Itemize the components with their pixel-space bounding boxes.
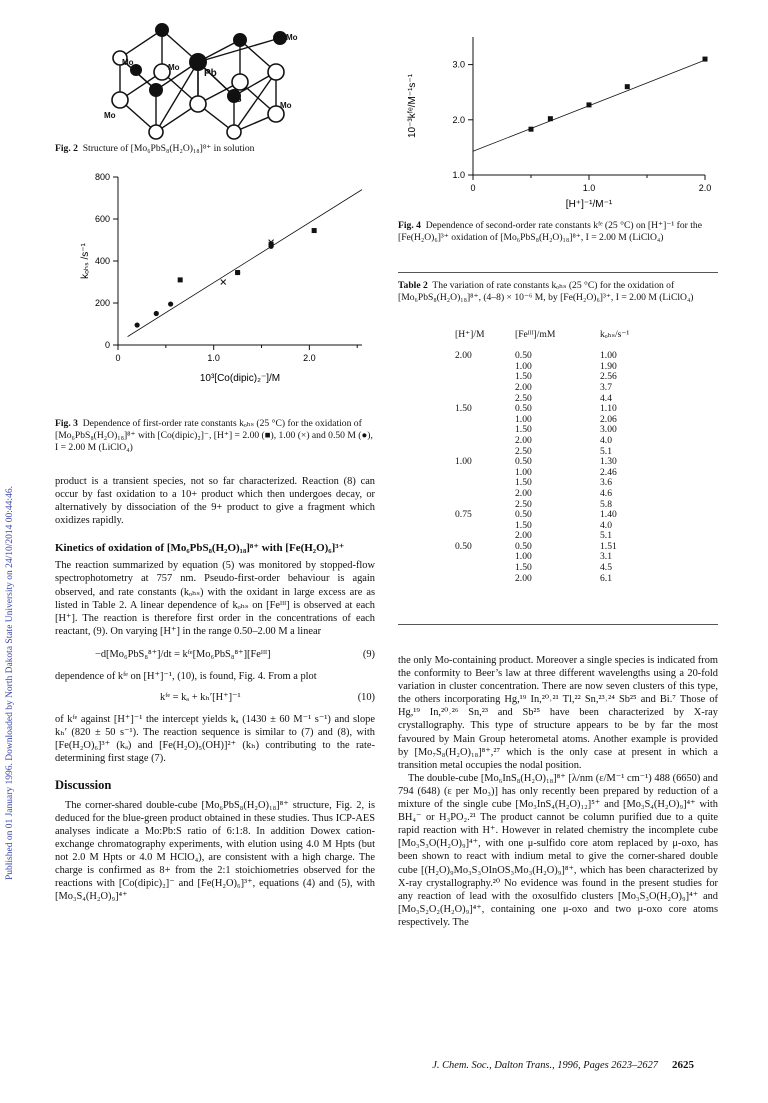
- fig2-mo-label-2: Mo: [168, 63, 180, 72]
- table-cell-kobs: 3.6: [600, 477, 612, 489]
- table-cell-kobs: 4.6: [600, 487, 612, 499]
- fig2-structure-diagram: [100, 20, 340, 140]
- equation-10-number: (10): [357, 692, 375, 704]
- table-cell-fe: 1.50: [515, 519, 532, 531]
- table-row: [455, 500, 650, 511]
- table-cell-kobs: 2.56: [600, 371, 617, 383]
- table-cell-h: [455, 563, 515, 574]
- data-point-circle: [135, 322, 140, 327]
- table-cell-kobs: 2.46: [600, 466, 617, 478]
- y-tick-label: 400: [94, 256, 110, 266]
- data-point-square: [703, 57, 708, 62]
- table-cell-kobs: 1.40: [600, 509, 617, 521]
- table-cell-fe: 2.50: [515, 498, 532, 510]
- fig2-mo-label-3: Mo: [286, 33, 298, 42]
- table-row: [455, 415, 650, 426]
- table-cell-kobs: 2.06: [600, 413, 617, 425]
- fig3-caption-label: Fig. 3: [55, 418, 78, 429]
- table-row: [455, 563, 650, 574]
- data-point-square: [529, 127, 534, 132]
- table-cell-kobs: 4.0: [600, 434, 612, 446]
- table-cell-h: 0.75: [455, 509, 472, 521]
- table-cell-h: [455, 415, 515, 426]
- rule-above-table: [398, 272, 718, 273]
- table-cell-kobs: 1.10: [600, 403, 617, 415]
- fig4-caption-text: Dependence of second-order rate constants kᶠᵉ (25 °C) on [H⁺]⁻¹ for the [Fe(H₂O)₆]³⁺ oxidation of [Mo₆PbS₈(H₂O)₁₈]⁸⁺, I = 2.00 M (LiClO₄): [398, 220, 702, 243]
- fig4-caption-label: Fig. 4: [398, 220, 421, 231]
- table-cell-fe: 2.00: [515, 381, 532, 393]
- paragraph-kinetics: The reaction summarized by equation (5) was monitored by stopped-flow spectrophotometry at 757 nm. Pseudo-first-order behaviour is again observed, and rate constants (kₒₕₛ) with the oxidant in large excess are as listed in Table 2. A linear dependence of kₒₕₛ on [Feᴵᴵᴵ] is observed at each [H⁺]. The reaction is therefore first order in the concentrations of each reactant, (9). On varying [H⁺] in the range 0.50–2.00 M a linear: [55, 560, 375, 637]
- table-cell-h: [455, 552, 515, 563]
- table-row: [455, 372, 650, 383]
- table-cell-kobs: 4.4: [600, 392, 612, 404]
- table-cell-fe: 1.00: [515, 551, 532, 563]
- fig2-mo-label-4: Mo: [230, 95, 242, 104]
- page-number: 2625: [672, 1059, 694, 1071]
- fig3-caption-text: Dependence of first-order rate constants kₒₕₛ (25 °C) for the oxidation of [Mo₆PbS₈(H₂O)₁₈]⁸⁺ with [Co(dipic)₂]⁻, [H⁺] = 2.00 (■), 1.00 (×) and 0.50 M (●), I = 2.00 M (LiClO₄): [55, 418, 373, 453]
- table-row: [455, 383, 650, 394]
- table-row: [455, 351, 650, 362]
- data-point-circle: [168, 301, 173, 306]
- table-row: [455, 394, 650, 405]
- table-row: [455, 552, 650, 563]
- table-cell-h: [455, 362, 515, 373]
- table-cell-fe: 1.00: [515, 466, 532, 478]
- data-point-circle: [154, 311, 159, 316]
- table-row: [455, 468, 650, 479]
- table-cell-kobs: 1.51: [600, 540, 617, 552]
- x-axis-label: 10³[Co(dipic)₂⁻]/M: [199, 373, 281, 384]
- data-point-cross: [221, 280, 226, 285]
- table-cell-fe: 2.50: [515, 392, 532, 404]
- x-tick-label: 2.0: [698, 183, 712, 193]
- y-tick-label: 2.0: [452, 114, 465, 125]
- y-axis-label: 10⁻³kᶠᵉ/M⁻¹s⁻¹: [407, 73, 418, 139]
- table-cell-kobs: 4.5: [600, 562, 612, 574]
- journal-citation: J. Chem. Soc., Dalton Trans., 1996, Pages 2623–2627: [432, 1060, 658, 1071]
- x-tick-label: 1.0: [207, 353, 220, 363]
- paragraph-intercept: of kᶠᵉ against [H⁺]⁻¹ the intercept yields kₐ (1430 ± 60 M⁻¹ s⁻¹) and slope kₕ′ (820 ± 50 s⁻¹). The reaction sequence is similar to (7) and (8), with [Fe(H₂O)₆]³⁺ (kₐ) and [Fe(H₂O)₅(OH)]²⁺ (kₕ) contributing to the rate-determining first stage (7).: [55, 714, 375, 765]
- table2-header-row: [455, 330, 650, 341]
- x-axis-label: [H⁺]⁻¹/M⁻¹: [565, 199, 613, 210]
- fig2-pb-label: Pb: [204, 68, 217, 79]
- right-column: [398, 654, 718, 929]
- table-cell-h: [455, 468, 515, 479]
- table-row: [455, 478, 650, 489]
- fig3-chart: [70, 165, 370, 390]
- fit-line: [128, 190, 362, 337]
- rule-below-table: [398, 624, 718, 625]
- table-cell-kobs: 1.30: [600, 456, 617, 468]
- table2-header-fe: [Feᴵᴵᴵ]/mM: [515, 329, 556, 340]
- table-cell-fe: 2.00: [515, 530, 532, 542]
- y-tick-label: 3.0: [452, 59, 465, 70]
- table-cell-fe: 2.50: [515, 445, 532, 457]
- table-cell-fe: 0.50: [515, 403, 532, 415]
- table-cell-kobs: 3.1: [600, 551, 612, 563]
- x-tick-label: 1.0: [582, 183, 596, 193]
- equation-9-number: (9): [362, 648, 375, 660]
- table-cell-h: 1.00: [455, 456, 472, 468]
- left-column: [55, 475, 375, 903]
- download-note: Published on 01 January 1996. Downloaded by North Dakota State University on 24/10/2014 00:44:46.: [5, 486, 15, 880]
- table-cell-kobs: 1.00: [600, 350, 617, 362]
- table-cell-h: 0.50: [455, 540, 472, 552]
- equation-10: [55, 691, 375, 705]
- paragraph-transient: product is a transient species, not so far characterized. Reaction (8) can occur by fast oxidation to a 10+ product which then undergoes decay, or alternatively by dissociation of the 9+ product to give a fragment which oxidizes rapidly.: [55, 476, 375, 527]
- table-cell-fe: 1.50: [515, 562, 532, 574]
- paragraph-right-2: The double-cube [Mo₆InS₈(H₂O)₁₈]⁸⁺ [λ/nm (ε/M⁻¹ cm⁻¹) 488 (6650) and 794 (648) (ε per Mo₃)] has only recently been prepared by reduction of a mixture of the single cube [Mo₃InS₄(H₂O)₁₂]⁵⁺ and [Mo₃S₄(H₂O)₉]⁴⁺ with BH₄⁻ or H₃PO₂.²¹ The product cannot be column purified due to a quite rapid reaction with H⁺. However in related chemistry the incomplete cube [Mo₃S₃O(H₂O)₉]⁴⁺, with one μ-sulfido core atom replaced by μ-oxo, has been shown to react with indium metal to give the corner-shared double cube [(H₂O)₉Mo₃S₃OInOS₃Mo₃(H₂O)₉]⁸⁺, which has been characterized by X-ray crystallography.²⁰ No evidence was found in the present studies for any reaction of lead with the oxosulfido clusters [Mo₃S₃O(H₂O)₉]⁴⁺ and [Mo₃S₂O₂(H₂O)₉]⁴⁺, containing one μ-oxo and two μ-oxo core atoms respectively. The: [398, 772, 718, 928]
- y-tick-label: 0: [104, 340, 110, 350]
- fig4-chart: [395, 25, 725, 210]
- table-cell-kobs: 4.0: [600, 519, 612, 531]
- table-row: [455, 362, 650, 373]
- x-tick-label: 0: [470, 183, 476, 193]
- fig4-caption: [398, 220, 718, 244]
- data-point-square: [548, 116, 553, 121]
- paragraph-dependence: dependence of kᶠᵉ on [H⁺]⁻¹, (10), is found, Fig. 4. From a plot: [55, 670, 317, 682]
- table2: [455, 330, 650, 584]
- fig2-mo-label-6: Mo: [104, 111, 116, 120]
- paragraph-discussion: The corner-shared double-cube [Mo₆PbS₈(H₂O)₁₈]⁸⁺ structure, Fig. 2, is deduced for the blue-green product obtained in these studies. Thus ICP-AES analyses indicate a Mo:Pb:S ratio of 6:1:8. In addition Dowex cation-exchange chromatography experiments, with elution using 4.0 M Hpts (but not 2.0 M Hpts or 4.0 M HClO₄), are consistent with a high charge. The charge is confirmed as 8+ from the 2:1 stoichiometries observed for the reactions with [Co(dipic)₂]⁻ and [Fe(H₂O)₆]³⁺, equations (4) and (5), with [Mo₃S₄(H₂O)₉]⁴⁺: [55, 799, 375, 903]
- data-point-square: [312, 228, 317, 233]
- table2-caption: [398, 280, 718, 304]
- equation-10-body: kᶠᵉ = kₐ + kₕ′[H⁺]⁻¹: [160, 692, 241, 704]
- table-cell-fe: 2.00: [515, 434, 532, 446]
- y-tick-label: 1.0: [452, 170, 465, 180]
- equation-9-body: −d[Mo₆PbS₈⁸⁺]/dt = kᶠᵉ[Mo₆PbS₈⁸⁺][Feᴵᴵᴵ]: [95, 648, 271, 660]
- table-cell-h: [455, 372, 515, 383]
- data-point-square: [178, 277, 183, 282]
- data-point-circle: [268, 244, 273, 249]
- table-row: [455, 425, 650, 436]
- table-cell-fe: 0.50: [515, 456, 532, 468]
- table-cell-h: [455, 425, 515, 436]
- table-cell-fe: 0.50: [515, 350, 532, 362]
- equation-9: [55, 648, 375, 662]
- table-cell-fe: 1.50: [515, 371, 532, 383]
- table-cell-fe: 2.00: [515, 572, 532, 584]
- fig3-caption: [55, 418, 375, 454]
- fig2-mo-label-5: Mo: [280, 101, 292, 110]
- fig2-caption-label: Fig. 2: [55, 143, 78, 154]
- table-cell-h: [455, 521, 515, 532]
- data-point-square: [587, 102, 592, 107]
- table-row: [455, 574, 650, 585]
- table-row: [455, 489, 650, 500]
- table-cell-h: 1.50: [455, 403, 472, 415]
- y-axis-label: kₒₕₛ /s⁻¹: [80, 243, 91, 279]
- table-cell-fe: 1.50: [515, 424, 532, 436]
- table-cell-fe: 1.50: [515, 477, 532, 489]
- download-watermark: [3, 200, 17, 920]
- table-cell-kobs: 6.1: [600, 572, 612, 584]
- table-row: [455, 447, 650, 458]
- fig2-caption: [55, 143, 375, 155]
- table-cell-kobs: 5.8: [600, 498, 612, 510]
- table-cell-h: [455, 489, 515, 500]
- table-row: [455, 404, 650, 415]
- paragraph-right-1: the only Mo-containing product. Moreover a single species is indicated from the conformity to Beer’s law at three different wavelengths using a 20-fold variation in cluster concentration. There are now seven clusters of this type, the others incorporating Hg,¹⁹ In,²⁰˒²¹ Tl,²² Sn,²³˒²⁴ Sb²⁵ and Bi.⁷ Those of Hg,¹⁹ In,²⁰˒²⁶ Sn,²³ and Sb²⁵ have been characterized by X-ray crystallography. This type of structure appears to be by far the most favoured by Main Group heterometal atoms. Another example is provided by [Mo₇S₈(H₂O)₁₈]⁸⁺,²⁷ which is the only case at present in which a transition metal occupies the nodal position.: [398, 655, 718, 771]
- y-tick-label: 600: [94, 214, 110, 224]
- table-cell-fe: 0.50: [515, 540, 532, 552]
- table2-header-h: [H⁺]/M: [455, 329, 485, 340]
- x-tick-label: 2.0: [303, 353, 316, 363]
- y-tick-label: 200: [94, 298, 110, 308]
- x-tick-label: 0: [115, 353, 121, 363]
- table-cell-h: 2.00: [455, 350, 472, 362]
- table2-label: Table 2: [398, 280, 428, 291]
- y-tick-label: 800: [94, 172, 110, 182]
- table-row: [455, 542, 650, 553]
- table-cell-fe: 0.50: [515, 509, 532, 521]
- table2-header-kobs: kₒₕₛ/s⁻¹: [600, 329, 630, 340]
- heading-discussion: Discussion: [55, 778, 112, 793]
- table-cell-kobs: 5.1: [600, 445, 612, 457]
- table-cell-fe: 1.00: [515, 360, 532, 372]
- table2-caption-text: The variation of rate constants kₒₕₛ (25 °C) for the oxidation of [Mo₆PbS₈(H₂O)₁₈]⁸⁺, (4–8) × 10⁻⁶ M, by [Fe(H₂O)₆]³⁺, I = 2.00 M (LiClO₄): [398, 280, 694, 303]
- table-cell-kobs: 5.1: [600, 530, 612, 542]
- table-row: [455, 436, 650, 447]
- table-row: [455, 510, 650, 521]
- table-cell-kobs: 3.7: [600, 381, 612, 393]
- table-row: [455, 521, 650, 532]
- heading-kinetics: Kinetics of oxidation of [Mo₆PbS₈(H₂O)₁₈]⁸⁺ with [Fe(H₂O)₆]³⁺: [55, 542, 345, 555]
- data-point-square: [625, 84, 630, 89]
- table-cell-kobs: 3.00: [600, 424, 617, 436]
- table-cell-h: [455, 436, 515, 447]
- table-cell-h: [455, 478, 515, 489]
- table-cell-kobs: 1.90: [600, 360, 617, 372]
- table-cell-h: [455, 574, 515, 585]
- table-cell-fe: 1.00: [515, 413, 532, 425]
- table-row: [455, 457, 650, 468]
- table-row: [455, 531, 650, 542]
- table-cell-fe: 2.00: [515, 487, 532, 499]
- data-point-circle: [235, 270, 240, 275]
- table-cell-h: [455, 383, 515, 394]
- fig2-caption-text: Structure of [Mo₆PbS₈(H₂O)₁₈]⁸⁺ in solution: [82, 143, 255, 154]
- fig2-mo-label-1: Mo: [122, 58, 134, 67]
